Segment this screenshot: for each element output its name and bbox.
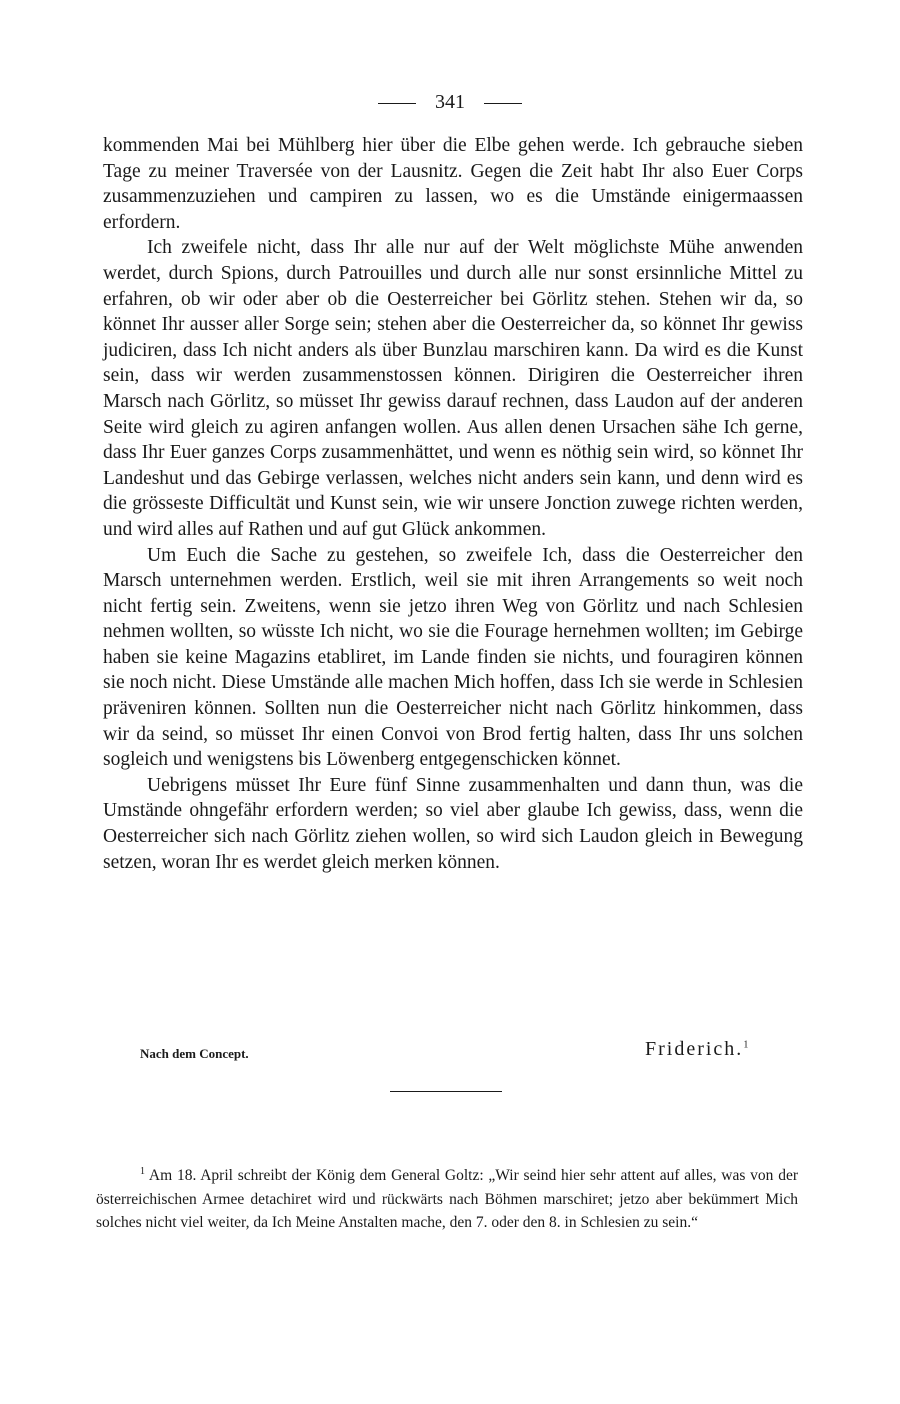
footnote-separator-rule (390, 1091, 502, 1092)
paragraph: Um Euch die Sache zu gestehen, so zweifele Ich, dass die Oesterreicher den Marsch unternehmen werden. Erstlich, weil sie mit ihren Arrangements so weit noch nicht fertig sein. Zweitens, wenn sie jetzo ihren Weg von Görlitz und nach Schlesien nehmen wollten, so wüsste Ich nicht, wo sie die Fourage hernehmen wollten; im Gebirge haben sie keine Magazins etabliret, im Lande finden sie nichts, und fouragiren können sie noch nicht. Diese Umstände alle machen Mich hoffen, dass Ich sie werde in Schlesien präveniren können. Sollten nun die Oesterreicher nicht nach Görlitz hinkommen, dass wir da seind, so müsset Ihr einen Convoi von Brod fertig halten, dass Ihr uns solchen sogleich und wenigstens bis Löwenberg entgegenschicken könnet. (103, 544, 803, 771)
signature-name: Friderich. (645, 1038, 744, 1060)
paragraph: Ich zweifele nicht, dass Ihr alle nur auf der Welt möglichste Mühe anwenden werdet, durch Spions, durch Patrouilles und durch alle nur sonst ersinnliche Mittel zu erfahren, ob wir oder aber ob die Oesterreicher bei Görlitz stehen. Stehen wir da, so könnet Ihr ausser aller Sorge sein; stehen aber die Oesterreicher da, so könnet Ihr gewiss judiciren, dass Ich nicht anders als über Bunzlau marschiren kann. Da wird es die Kunst sein, dass wir werden zusammenstossen können. Dirigiren die Oesterreicher ihren Marsch nach Görlitz, so müsset Ihr gewiss darauf rechnen, dass Laudon auf der anderen Seite wird gleich zu agiren anfangen wollen. Aus allen denen Ursachen sähe Ich gerne, dass Ihr Euer ganzes Corps zusammenhättet, und wenn es nöthig sein wird, so könnet Ihr Landeshut und das Gebirge verlassen, welches nicht anders sein kann, und denn wird es die grösseste Difficultät und Kunst sein, wie wir unsere Jonction zuwege richten werden, und wird alles auf Rathen und auf gut Glück ankommen. (103, 237, 803, 540)
signature (645, 1038, 750, 1061)
header-dash-left (378, 103, 416, 104)
footnote-reference-mark: 1 (743, 1039, 751, 1051)
paragraph-continued: kommenden Mai bei Mühlberg hier über die Elbe gehen werde. Ich gebrauche sieben Tage zu meiner Traversée von der Lausnitz. Gegen die Zeit habt Ihr also Euer Corps zusammenzuziehen und campiren zu lassen, wo es die Umstände einigermaassen erfordern. (103, 135, 803, 233)
source-note: Nach dem Concept. (140, 1046, 249, 1061)
letter-body (103, 133, 803, 875)
footnote-marker: 1 (140, 1166, 145, 1177)
footnote (96, 1160, 798, 1235)
header-dash-right (484, 103, 522, 104)
footnote-text: Am 18. April schreibt der König dem General Goltz: „Wir seind hier sehr attent auf alles, was von der österreichischen Armee detachiret wird und rückwärts nach Böhmen marschiret; jetzo aber bekümmert Mich solches nicht viel weiter, da Ich Meine Anstalten mache, den 7. oder den 8. in Schlesien zu sein.“ (96, 1167, 798, 1232)
paragraph: Uebrigens müsset Ihr Eure fünf Sinne zusammenhalten und dann thun, was die Umstände ohngefähr erfordern werden; so viel aber glaube Ich gewiss, dass, wenn die Oesterreicher sich nach Görlitz ziehen wollen, so wird sich Laudon gleich in Bewegung setzen, woran Ihr es werdet gleich merken können. (103, 774, 803, 873)
page-header (0, 90, 900, 114)
page-number: 341 (435, 91, 465, 113)
